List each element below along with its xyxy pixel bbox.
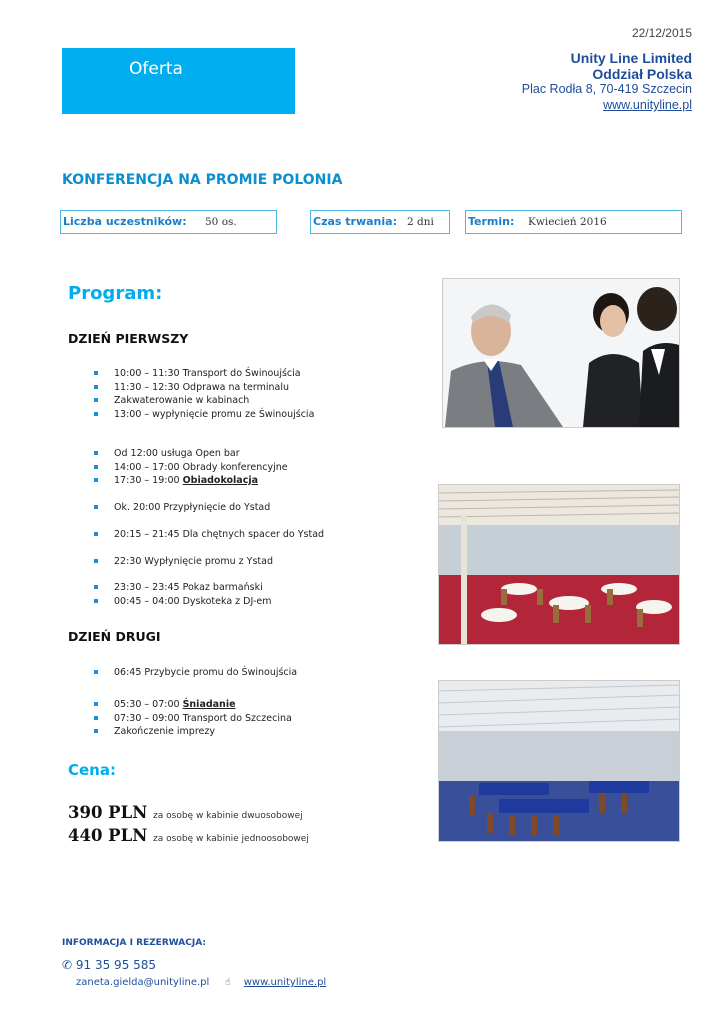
duration-value: 2 dni [407, 216, 434, 228]
day1-schedule-2 [90, 447, 288, 488]
list-item: Ok. 20:00 Przypłynięcie do Ystad [90, 501, 270, 515]
term-label: Termin: [468, 215, 515, 228]
day2-arrival [90, 666, 297, 680]
list-item: 06:45 Przybycie promu do Świnoujścia [90, 666, 297, 680]
contact-row [76, 977, 326, 988]
list-item: 23:30 – 23:45 Pokaz barmański [90, 581, 271, 595]
list-item: 10:00 – 11:30 Transport do Świnoujścia [90, 367, 314, 381]
phone-icon: ✆ [62, 958, 73, 972]
email-address[interactable]: zaneta.gielda@unityline.pl [76, 977, 210, 988]
footer-title: INFORMACJA I REZERWACJA: [62, 938, 206, 948]
term-box [465, 210, 682, 234]
banner-title: Oferta [129, 59, 183, 79]
price-single-note: za osobę w kabinie jednoosobowej [153, 834, 309, 844]
company-www-link[interactable]: www.unityline.pl [603, 98, 692, 112]
phone-row [62, 958, 156, 972]
list-item: 22:30 Wypłynięcie promu z Ystad [90, 555, 273, 569]
duration-box [310, 210, 450, 234]
list-item: Zakończenie imprezy [90, 725, 292, 739]
list-item [90, 698, 292, 712]
price-double [68, 803, 303, 822]
term-value: Kwiecień 2016 [528, 216, 607, 228]
participants-label: Liczba uczestników: [63, 215, 187, 228]
participants-value: 50 os. [205, 216, 237, 228]
dinner-link[interactable]: Obiadokolacja [182, 475, 259, 486]
document-date: 22/12/2015 [631, 26, 692, 40]
day1-walk [90, 528, 324, 542]
dinner-time: 17:30 – 19:00 [114, 475, 183, 486]
company-name: Unity Line Limited [570, 50, 692, 66]
business-people-photo [442, 278, 680, 428]
price-single-amount: 440 PLN [68, 826, 148, 845]
company-branch: Oddział Polska [592, 66, 692, 82]
list-item [90, 474, 288, 488]
conference-title: KONFERENCJA NA PROMIE POLONIA [62, 172, 343, 188]
list-item: Od 12:00 usługa Open bar [90, 447, 288, 461]
day1-schedule-1 [90, 367, 314, 421]
day1-departure [90, 555, 273, 569]
list-item: 14:00 – 17:00 Obrady konferencyjne [90, 461, 288, 475]
price-heading: Cena: [68, 761, 116, 779]
day2-schedule [90, 698, 292, 739]
offer-banner [62, 48, 295, 114]
price-single [68, 826, 309, 845]
company-address: Plac Rodła 8, 70-419 Szczecin [521, 82, 692, 96]
list-item: 13:00 – wypłynięcie promu ze Świnoujścia [90, 408, 314, 422]
duration-label: Czas trwania: [313, 215, 397, 228]
list-item: 11:30 – 12:30 Odprawa na terminalu [90, 381, 314, 395]
day1-ystad-arrival [90, 501, 270, 515]
day1-schedule-3 [90, 581, 271, 608]
web-icon: ☝ [224, 977, 231, 988]
footer-www-link[interactable]: www.unityline.pl [243, 977, 327, 988]
day1-heading: DZIEŃ PIERWSZY [68, 331, 189, 346]
breakfast-link[interactable]: Śniadanie [182, 699, 236, 710]
price-double-amount: 390 PLN [68, 803, 148, 822]
company-block [522, 50, 692, 113]
conference-room-photo [438, 680, 680, 842]
list-item: 20:15 – 21:45 Dla chętnych spacer do Ystad [90, 528, 324, 542]
price-double-note: za osobę w kabinie dwuosobowej [153, 811, 303, 821]
day2-heading: DZIEŃ DRUGI [68, 629, 161, 644]
breakfast-time: 05:30 – 07:00 [114, 699, 183, 710]
list-item: Zakwaterowanie w kabinach [90, 394, 314, 408]
phone-number: 91 35 95 585 [75, 958, 157, 972]
list-item: 00:45 – 04:00 Dyskoteka z DJ-em [90, 595, 271, 609]
restaurant-photo [438, 484, 680, 645]
program-heading: Program: [68, 283, 163, 304]
participants-box [60, 210, 277, 234]
list-item: 07:30 – 09:00 Transport do Szczecina [90, 712, 292, 726]
